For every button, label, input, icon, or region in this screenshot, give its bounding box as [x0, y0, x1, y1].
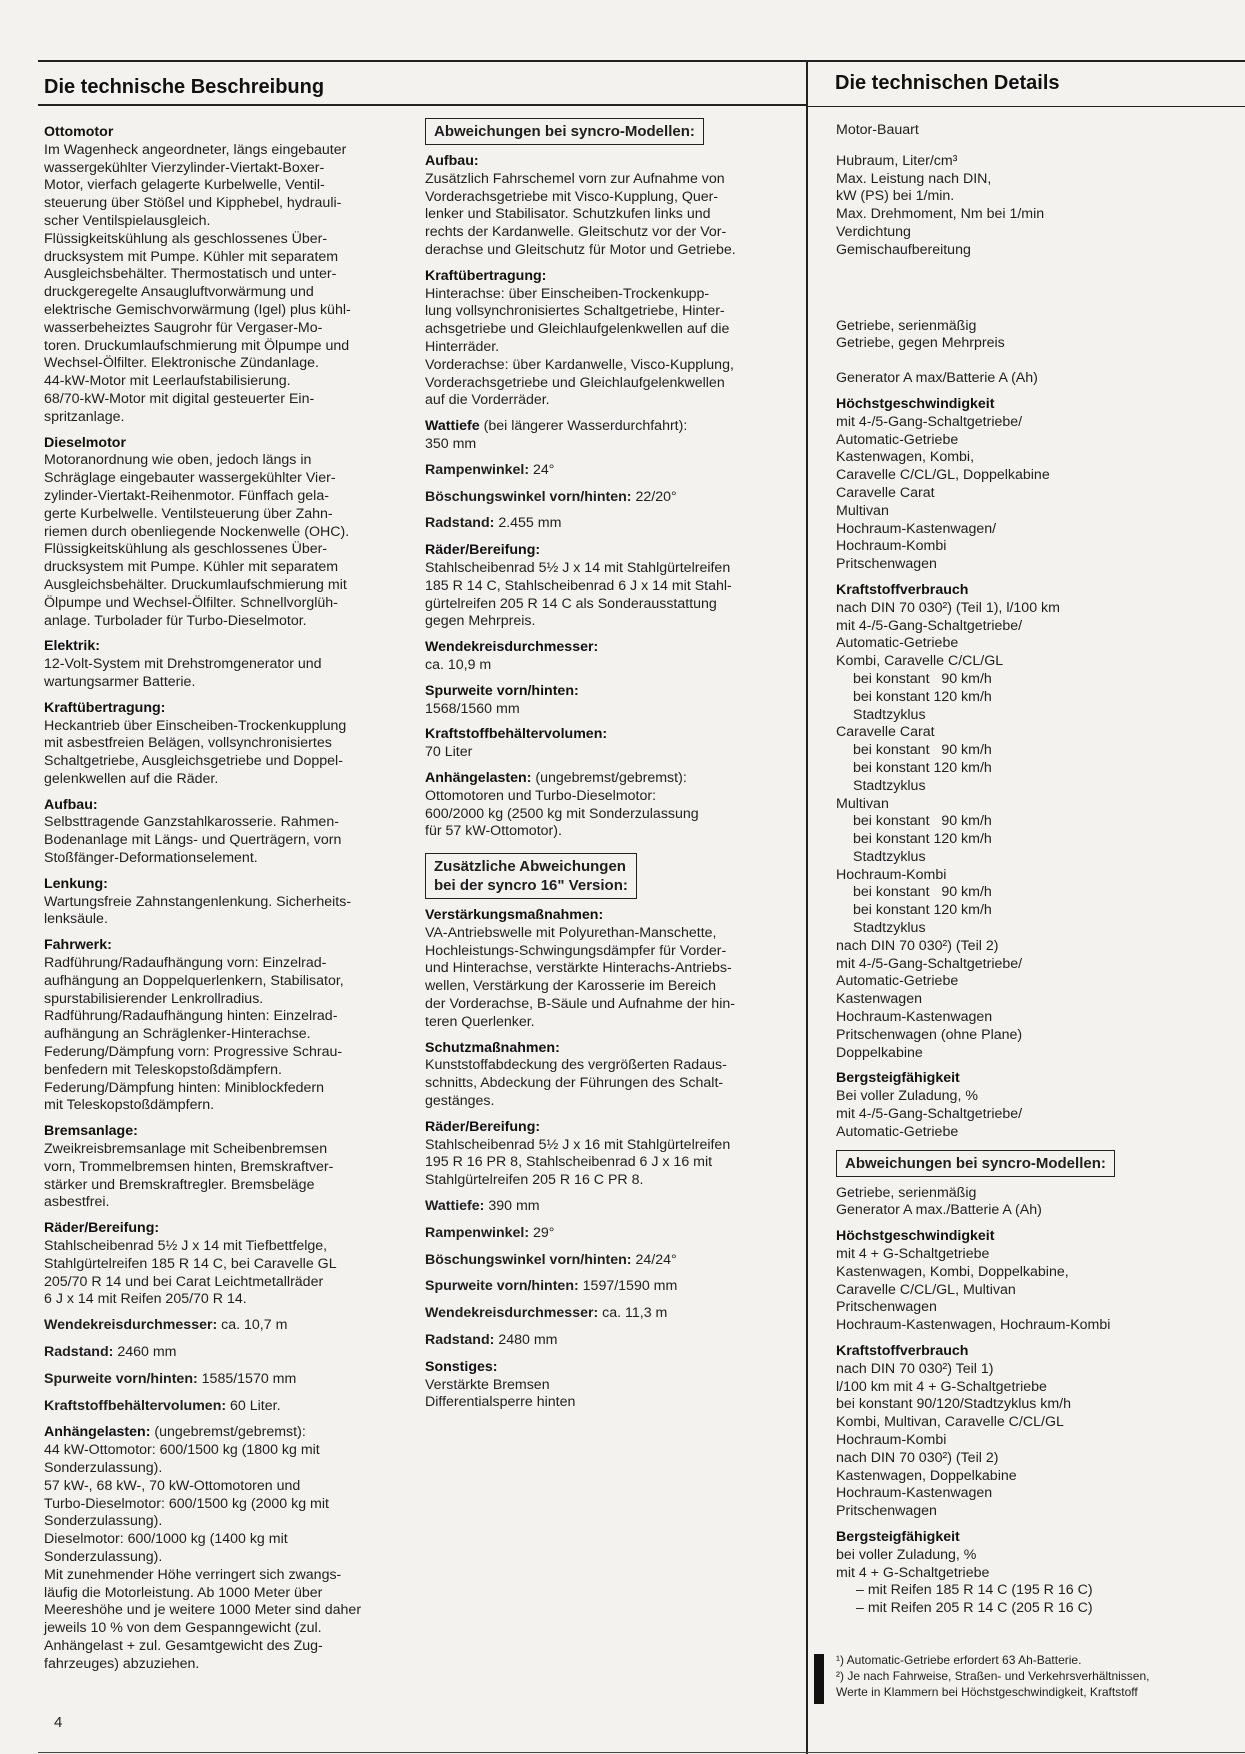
column-divider	[806, 60, 808, 1754]
fahrwerk-title: Fahrwerk:	[44, 937, 112, 954]
dieselmotor-line: Ausgleichsbehälter. Druckumlaufschmierung mit	[44, 576, 347, 593]
syncro-kraftstoff-value: 70 Liter	[425, 744, 473, 761]
verbrauch-line: bei konstant 90 km/h	[853, 813, 992, 830]
bremsanlage-title: Bremsanlage:	[44, 1123, 138, 1140]
sonstiges-title: Sonstiges:	[425, 1358, 498, 1375]
syncro16-raeder-line: Stahlscheibenrad 5½ J x 16 mit Stahlgürtelreifen	[425, 1136, 731, 1153]
spec-row-label: Kraftstoffbehältervolumen:	[44, 1397, 227, 1414]
syncro-hoechstgeschwindigkeit-line: Caravelle C/CL/GL, Multivan	[836, 1281, 1016, 1298]
verstaerkung-line: und Hinterachse, verstärkte Hinterachs-Antriebs-	[425, 960, 732, 977]
syncro-raeder-line: Stahlscheibenrad 5½ J x 14 mit Stahlgürtelreifen	[425, 559, 731, 576]
dieselmotor-line: drucksystem mit Pumpe. Kühler mit separatem	[44, 559, 339, 576]
syncro-raeder-line: gegen Mehrpreis.	[425, 613, 536, 630]
wattiefe-title-line	[425, 418, 785, 436]
syncro-aufbau-line: derachse und Gleitschutz für Motor und Getriebe.	[425, 241, 736, 258]
syncro-hoechstgeschwindigkeit-line: Hochraum-Kastenwagen, Hochraum-Kombi	[836, 1317, 1111, 1334]
anhaenge-line: Sonderzulassung).	[44, 1548, 163, 1565]
spec-row	[44, 1398, 404, 1416]
sonstiges-section	[425, 1359, 785, 1412]
syncro-bergsteig-line: mit 4 + G-Schaltgetriebe	[836, 1564, 990, 1581]
ottomotor-line: drucksystem mit Pumpe. Kühler mit separatem	[44, 248, 339, 265]
ottomotor-line: Motor, vierfach gelagerte Kurbelwelle, Ventil-	[44, 177, 325, 194]
syncro-raeder-section	[425, 542, 785, 631]
spec-row-value: ca. 10,7 m	[217, 1317, 288, 1334]
verbrauch-line: Stadtzyklus	[853, 777, 926, 794]
footnote-line: ²) Je nach Fahrweise, Straßen- und Verkehrsverhältnissen,	[836, 1669, 1150, 1683]
spec-row-label: Radstand:	[44, 1344, 114, 1360]
aufbau-line: Bodenanlage mit Längs- und Querträgern, vorn	[44, 832, 342, 849]
kraftuebertragung-title: Kraftübertragung:	[44, 699, 166, 716]
spec-row	[44, 1344, 404, 1362]
verstaerkung-line: wellen, Verstärkung der Karosserie im Bereich	[425, 978, 716, 995]
verstaerkung-section	[425, 907, 785, 1032]
bremsanlage-line: vorn, Trommelbremsen hinten, Bremskraftver-	[44, 1158, 334, 1175]
syncro-kraft-title: Kraftübertragung:	[425, 267, 547, 284]
syncro16-spec-row	[425, 1305, 785, 1323]
motor-spec-label: Max. Drehmoment, Nm bei 1/min	[836, 206, 1045, 223]
anhaenge-title: Anhängelasten:	[44, 1424, 151, 1441]
syncro-bergsteig-line: – mit Reifen 205 R 14 C (205 R 16 C)	[856, 1600, 1093, 1617]
ottomotor-section	[44, 124, 404, 427]
verbrauch-line: Hochraum-Kombi	[836, 866, 947, 883]
syncro-verbrauch-line: Hochraum-Kombi	[836, 1432, 947, 1448]
fahrwerk-line: Federung/Dämpfung hinten: Miniblockfedern	[44, 1079, 324, 1096]
wattiefe-suffix: (bei längerer Wasserdurchfahrt):	[479, 418, 688, 435]
anhaenge-line: Meereshöhe und je weitere 1000 Meter sind daher	[44, 1602, 362, 1619]
syncro-raeder-line: gürtelreifen 205 R 14 C als Sonderausstattung	[425, 595, 717, 612]
syncro-verbrauch-line: Hochraum-Kastenwagen	[836, 1485, 993, 1502]
sonstiges-line: Verstärkte Bremsen	[425, 1376, 550, 1393]
syncro-kraft-line: auf die Vorderräder.	[425, 392, 550, 409]
verstaerkung-line: Hochleistungs-Schwingungsdämpfer für Vorder-	[425, 942, 727, 959]
syncro16-spec-row-label: Radstand:	[425, 1332, 495, 1349]
verbrauch-line: bei konstant 120 km/h	[853, 688, 992, 705]
motor-spec-label: kW (PS) bei 1/min.	[836, 188, 955, 205]
footnote-line: ¹) Automatic-Getriebe erfordert 63 Ah-Batterie.	[836, 1653, 1082, 1667]
hoechstgeschwindigkeit-line: Hochraum-Kastenwagen/	[836, 520, 997, 537]
syncro-verbrauch-line: nach DIN 70 030²) (Teil 2)	[836, 1449, 999, 1466]
right-heading: Die technischen Details	[835, 72, 1060, 94]
verbrauch-line: nach DIN 70 030²) (Teil 2)	[836, 937, 999, 954]
heading-rule-right	[808, 106, 1245, 107]
heading-rule-left	[38, 104, 806, 106]
anhaenge-line: fahrzeuges) abzuziehen.	[44, 1655, 200, 1672]
syncro-hoechstgeschwindigkeit-section	[836, 1228, 1236, 1335]
kraftuebertragung-line: Heckantrieb über Einscheiben-Trockenkupplung	[44, 717, 347, 734]
verbrauch-line: Kastenwagen	[836, 991, 922, 1008]
syncro-anhaenge-line: Ottomotoren und Turbo-Dieselmotor:	[425, 787, 657, 804]
verbrauch-line: mit 4-/5-Gang-Schaltgetriebe/	[836, 617, 1023, 634]
hoechstgeschwindigkeit-line: mit 4-/5-Gang-Schaltgetriebe/	[836, 413, 1023, 430]
syncro16-box-line1: Zusätzliche Abweichungen	[434, 858, 626, 876]
verbrauch-line: bei konstant 90 km/h	[853, 670, 992, 687]
anhaenge-section	[44, 1424, 404, 1673]
anhaenge-line: Mit zunehmender Höhe verringert sich zwangs-	[44, 1566, 342, 1583]
hoechstgeschwindigkeit-line: Caravelle C/CL/GL, Doppelkabine	[836, 467, 1050, 484]
syncro-kraftstoff-section	[425, 726, 785, 762]
syncro16-spec-row	[425, 1198, 785, 1216]
motor-spec-label: Verdichtung	[836, 223, 911, 240]
syncro-box-heading: Abweichungen bei syncro-Modellen:	[425, 118, 704, 145]
description-column	[44, 124, 404, 1682]
fahrwerk-line: Radführung/Radaufhängung hinten: Einzelrad-	[44, 1008, 338, 1025]
verstaerkung-line: der Vorderachse, B-Säule und Aufnahme der hin-	[425, 996, 735, 1013]
syncro-details-section	[836, 1185, 1236, 1221]
verbrauch-line: Pritschenwagen (ohne Plane)	[836, 1026, 1023, 1043]
syncro16-spec-row	[425, 1278, 785, 1296]
syncro-verbrauch-line: bei konstant 90/120/Stadtzyklus km/h	[836, 1396, 1072, 1413]
verstaerkung-line: teren Querlenker.	[425, 1013, 535, 1030]
hoechstgeschwindigkeit-line: Kastenwagen, Kombi,	[836, 449, 975, 466]
syncro-kraft-section	[425, 268, 785, 410]
wattiefe-title: Wattiefe	[425, 418, 480, 435]
syncro-aufbau-line: Vorderachsgetriebe mit Visco-Kupplung, Quer-	[425, 188, 719, 205]
verbrauch-line: Stadtzyklus	[853, 848, 926, 865]
lenkung-title: Lenkung:	[44, 875, 108, 892]
hoechstgeschwindigkeit-line: Caravelle Carat	[836, 484, 935, 501]
syncro-hoechstgeschwindigkeit-line: Pritschenwagen	[836, 1299, 937, 1316]
syncro-kraft-line: lung vollsynchronisiertes Schaltgetriebe, Hinter-	[425, 303, 725, 320]
spec-row-value: 2460 mm	[113, 1344, 177, 1360]
dieselmotor-line: anlage. Turbolader für Turbo-Dieselmotor.	[44, 612, 307, 629]
syncro16-box-heading	[425, 853, 637, 899]
anhaenge-line: Turbo-Dieselmotor: 600/1500 kg (2000 kg mit	[44, 1495, 329, 1512]
lenkung-line: Wartungsfreie Zahnstangenlenkung. Sicherheits-	[44, 893, 352, 910]
syncro-verbrauch-line: l/100 km mit 4 + G-Schaltgetriebe	[836, 1378, 1047, 1395]
bremsanlage-line: asbestfrei.	[44, 1194, 110, 1211]
syncro16-spec-row-value: 390 mm	[484, 1198, 540, 1215]
bottom-rule	[38, 1752, 1245, 1753]
anhaenge-line: Anhängelast + zul. Gesamtgewicht des Zug-	[44, 1637, 323, 1654]
dieselmotor-line: Motoranordnung wie oben, jedoch längs in	[44, 452, 312, 469]
fahrwerk-line: mit Teleskopstoßdämpfern.	[44, 1097, 215, 1114]
ottomotor-line: Ausgleichsbehälter. Thermostatisch und unter-	[44, 266, 337, 283]
elektrik-line: wartungsarmer Batterie.	[44, 673, 196, 690]
anhaenge-line: Dieselmotor: 600/1000 kg (1400 kg mit	[44, 1531, 288, 1548]
generator-label: Generator A max/Batterie A (Ah)	[836, 370, 1038, 387]
dieselmotor-line: Ölpumpe und Wechsel-Ölfilter. Schnellvorglüh-	[44, 594, 338, 611]
spec-row-label: Spurweite vorn/hinten:	[44, 1370, 198, 1387]
getriebe-section	[836, 318, 1236, 354]
raeder-line: 205/70 R 14 und bei Carat Leichtmetallräder	[44, 1273, 324, 1290]
schutz-section	[425, 1040, 785, 1111]
syncro-kraftstoff-title: Kraftstoffbehältervolumen:	[425, 726, 608, 743]
ottomotor-line: 44-kW-Motor mit Leerlaufstabilisierung.	[44, 373, 291, 390]
raeder-title: Räder/Bereifung:	[44, 1220, 160, 1237]
verbrauch-line: bei konstant 90 km/h	[853, 884, 992, 901]
syncro16-raeder-section	[425, 1119, 785, 1190]
syncro16-raeder-title: Räder/Bereifung:	[425, 1118, 541, 1135]
syncro-anhaenge-line: 600/2000 kg (2500 kg mit Sonderzulassung	[425, 805, 699, 822]
dieselmotor-line: riemen durch obenliegende Nockenwelle (OHC).	[44, 523, 350, 540]
hoechstgeschwindigkeit-line: Hochraum-Kombi	[836, 538, 947, 555]
kraftuebertragung-line: Schaltgetriebe, Ausgleichsgetriebe und Doppel-	[44, 753, 343, 770]
lenkung-section	[44, 876, 404, 929]
syncro-anhaenge-title-line	[425, 770, 785, 788]
ottomotor-line: toren. Druckumlaufschmierung mit Ölpumpe und	[44, 337, 350, 354]
syncro16-spec-row-value: 24/24°	[631, 1251, 677, 1268]
elektrik-title: Elektrik:	[44, 638, 100, 655]
spec-row-value: 1585/1570 mm	[197, 1370, 297, 1387]
kraftuebertragung-section	[44, 700, 404, 789]
spec-row-label: Wendekreisdurchmesser:	[44, 1317, 218, 1334]
ottomotor-line: wassergekühlter Vierzylinder-Viertakt-Boxer-	[44, 159, 325, 176]
anhaenge-line: jeweils 10 % von dem Gespanngewicht (zul.	[44, 1620, 322, 1637]
dieselmotor-line: Schräglage eingebauter wassergekühlter Vier-	[44, 470, 336, 487]
syncro-hoechstgeschwindigkeit-line: mit 4 + G-Schaltgetriebe	[836, 1246, 990, 1263]
kraftuebertragung-line: mit asbestfreien Belägen, vollsynchronisiertes	[44, 735, 332, 752]
syncro16-spec-row-value: 1597/1590 mm	[578, 1278, 678, 1295]
syncro-kraft-line: Vorderachsgetriebe und Gleichlaufgelenkwellen	[425, 374, 725, 391]
syncro-kraft-line: Vorderachse: über Kardanwelle, Visco-Kupplung,	[425, 356, 734, 373]
verbrauch-line: nach DIN 70 030²) (Teil 1), l/100 km	[836, 599, 1060, 616]
syncro-spec-row	[425, 489, 785, 507]
fahrwerk-line: spurstabilisierender Lenkrollradius.	[44, 990, 264, 1007]
motor-spec-label: Max. Leistung nach DIN,	[836, 170, 992, 187]
sonstiges-line: Differentialsperre hinten	[425, 1394, 576, 1411]
spec-row	[44, 1317, 404, 1335]
verbrauch-line: bei konstant 120 km/h	[853, 759, 992, 776]
left-heading: Die technische Beschreibung	[44, 76, 325, 98]
anhaenge-line: 57 kW-, 68 kW-, 70 kW-Ottomotoren und	[44, 1477, 301, 1494]
syncro-spurweite-value: 1568/1560 mm	[425, 700, 520, 717]
syncro16-raeder-line: Stahlgürtelreifen 205 R 16 C PR 8.	[425, 1172, 644, 1189]
elektrik-section	[44, 638, 404, 691]
anhaenge-title-line	[44, 1424, 404, 1442]
syncro16-spec-row	[425, 1225, 785, 1243]
verbrauch-line: bei konstant 120 km/h	[853, 902, 992, 919]
syncro-bergsteig-title: Bergsteigfähigkeit	[836, 1528, 960, 1545]
syncro-spurweite-section	[425, 683, 785, 719]
syncro-hoechstgeschwindigkeit-line: Kastenwagen, Kombi, Doppelkabine,	[836, 1263, 1069, 1280]
kraftuebertragung-line: gelenkwellen auf die Räder.	[44, 770, 219, 787]
syncro-bergsteig-section	[836, 1529, 1236, 1618]
raeder-line: 6 J x 14 mit Reifen 205/70 R 14.	[44, 1291, 247, 1308]
syncro-wendekreis-section	[425, 639, 785, 675]
syncro-detail-label: Generator A max./Batterie A (Ah)	[836, 1202, 1042, 1219]
dieselmotor-line: Flüssigkeitskühlung als geschlossenes Über-	[44, 541, 328, 558]
syncro16-spec-row-label: Rampenwinkel:	[425, 1224, 530, 1241]
aufbau-section	[44, 797, 404, 868]
raeder-line: Stahlscheibenrad 5½ J x 14 mit Tiefbettfelge,	[44, 1238, 328, 1255]
verstaerkung-line: VA-Antriebswelle mit Polyurethan-Manschette,	[425, 924, 717, 941]
ottomotor-line: Im Wagenheck angeordneter, längs eingebauter	[44, 141, 347, 158]
bergsteig-line: mit 4-/5-Gang-Schaltgetriebe/	[836, 1106, 1023, 1123]
fahrwerk-line: Radführung/Radaufhängung vorn: Einzelrad-	[44, 955, 327, 972]
syncro-spec-row-value: 2.455 mm	[494, 515, 562, 532]
verbrauch-line: Automatic-Getriebe	[836, 973, 959, 990]
ottomotor-line: scher Ventilspielausgleich.	[44, 212, 211, 229]
footnote-marker-bar	[814, 1654, 824, 1704]
syncro-bergsteig-line: – mit Reifen 185 R 14 C (195 R 16 C)	[856, 1582, 1093, 1599]
syncro-kraft-line: Hinterachse: über Einscheiben-Trockenkupp-	[425, 285, 710, 302]
anhaenge-line: Sonderzulassung).	[44, 1513, 163, 1530]
verbrauch-line: Stadtzyklus	[853, 706, 926, 723]
verbrauch-section	[836, 582, 1236, 1063]
syncro-aufbau-section	[425, 153, 785, 260]
verbrauch-line: Kombi, Caravelle C/CL/GL	[836, 653, 1004, 670]
syncro-verbrauch-section	[836, 1343, 1236, 1521]
anhaenge-suffix: (ungebremst/gebremst):	[150, 1424, 306, 1441]
verbrauch-line: Doppelkabine	[836, 1044, 923, 1061]
fahrwerk-line: benfedern mit Teleskopstoßdämpfern.	[44, 1061, 282, 1078]
ottomotor-line: Flüssigkeitskühlung als geschlossenes Über-	[44, 230, 328, 247]
schutz-line: Kunststoffabdeckung des vergrößerten Radaus-	[425, 1057, 727, 1074]
fahrwerk-line: aufhängung an Doppelquerlenkern, Stabilisator,	[44, 972, 344, 989]
syncro-hoechstgeschwindigkeit-title: Höchstgeschwindigkeit	[836, 1228, 995, 1245]
dieselmotor-line: zylinder-Viertakt-Reihenmotor. Fünffach gela-	[44, 487, 329, 504]
hoechstgeschwindigkeit-line: Pritschenwagen	[836, 556, 937, 573]
syncro-spurweite-title: Spurweite vorn/hinten:	[425, 682, 579, 699]
motor-bauart-label: Motor-Bauart	[836, 122, 919, 138]
elektrik-line: 12-Volt-System mit Drehstromgenerator und	[44, 656, 322, 673]
syncro16-spec-row-label: Wendekreisdurchmesser:	[425, 1305, 599, 1322]
syncro-raeder-line: 185 R 14 C, Stahlscheibenrad 6 J x 14 mit Stahl-	[425, 577, 732, 594]
syncro-spec-row-label: Böschungswinkel vorn/hinten:	[425, 488, 632, 505]
motor-spec-label: Gemischaufbereitung	[836, 241, 971, 258]
syncro-verbrauch-line: Kombi, Multivan, Caravelle C/CL/GL	[836, 1414, 1064, 1431]
syncro-bergsteig-line: bei voller Zuladung, %	[836, 1546, 977, 1563]
fahrwerk-line: Federung/Dämpfung vorn: Progressive Schrau-	[44, 1044, 343, 1061]
page-number: 4	[54, 1714, 63, 1731]
syncro16-raeder-line: 195 R 16 PR 8, Stahlscheibenrad 6 J x 16 mit	[425, 1154, 713, 1171]
syncro-detail-label: Getriebe, serienmäßig	[836, 1184, 977, 1201]
schutz-line: gestänges.	[425, 1093, 495, 1110]
syncro16-spec-row-value: 2480 mm	[494, 1332, 558, 1349]
syncro-verbrauch-title: Kraftstoffverbrauch	[836, 1343, 969, 1360]
details-column	[836, 122, 1236, 1626]
syncro16-spec-row-label: Böschungswinkel vorn/hinten:	[425, 1251, 632, 1268]
ottomotor-line: elektrische Gemischvorwärmung (Igel) plus kühl-	[44, 301, 351, 318]
aufbau-title: Aufbau:	[44, 796, 98, 813]
top-rule	[38, 60, 1245, 62]
raeder-line: Stahlgürtelreifen 185 R 14 C, bei Caravelle GL	[44, 1255, 337, 1272]
aufbau-line: Stoßfänger-Deformationselement.	[44, 850, 258, 867]
hoechstgeschwindigkeit-section	[836, 396, 1236, 574]
fahrwerk-line: aufhängung an Schräglenker-Hinterachse.	[44, 1026, 311, 1043]
syncro-details-box-heading: Abweichungen bei syncro-Modellen:	[836, 1150, 1115, 1177]
anhaenge-line: läufig die Motorleistung. Ab 1000 Meter über	[44, 1584, 323, 1601]
syncro16-spec-row	[425, 1252, 785, 1270]
motor-specs-section	[836, 153, 1236, 260]
verbrauch-line: mit 4-/5-Gang-Schaltgetriebe/	[836, 955, 1023, 972]
motor-bauart-section	[836, 122, 1236, 140]
anhaenge-line: 44 kW-Ottomotor: 600/1500 kg (1800 kg mit	[44, 1442, 320, 1459]
ottomotor-title: Ottomotor	[44, 124, 114, 140]
verbrauch-line: bei konstant 120 km/h	[853, 831, 992, 848]
syncro-kraft-line: achsgetriebe und Gleichlaufgelenkwellen auf die	[425, 321, 730, 338]
bergsteig-line: Bei voller Zuladung, %	[836, 1088, 978, 1105]
footnote-line: Werte in Klammern bei Höchstgeschwindigkeit, Kraftstoff	[836, 1685, 1138, 1699]
ottomotor-line: steuerung über Stößel und Kipphebel, hydrauli-	[44, 195, 342, 212]
verbrauch-line: Multivan	[836, 795, 889, 812]
syncro16-spec-row	[425, 1332, 785, 1350]
ottomotor-line: Wechsel-Ölfilter. Elektronische Zündanlage.	[44, 355, 319, 372]
anhaenge-line: Sonderzulassung).	[44, 1459, 163, 1476]
schutz-title: Schutzmaßnahmen:	[425, 1039, 560, 1056]
syncro-spec-row-value: 24°	[529, 461, 555, 478]
generator-section	[836, 370, 1236, 388]
footnotes	[836, 1652, 1236, 1700]
syncro-anhaenge-suffix: (ungebremst/gebremst):	[531, 769, 687, 786]
syncro-anhaenge-title: Anhängelasten:	[425, 769, 532, 786]
syncro-aufbau-line: rechts der Kardanwelle. Gleitschutz vor der Vor-	[425, 224, 727, 241]
syncro-wendekreis-title: Wendekreisdurchmesser:	[425, 639, 599, 656]
syncro-spec-row	[425, 462, 785, 480]
motor-spec-label: Hubraum, Liter/cm³	[836, 152, 958, 169]
bergsteig-section	[836, 1070, 1236, 1141]
getriebe-label: Getriebe, gegen Mehrpreis	[836, 335, 1005, 352]
verbrauch-line: Caravelle Carat	[836, 724, 935, 741]
syncro-aufbau-line: Zusätzlich Fahrschemel vorn zur Aufnahme von	[425, 170, 725, 187]
bergsteig-title: Bergsteigfähigkeit	[836, 1070, 960, 1087]
syncro16-spec-row-label: Wattiefe:	[425, 1198, 485, 1215]
syncro-aufbau-title: Aufbau:	[425, 153, 479, 169]
syncro16-spec-row-value: ca. 11,3 m	[598, 1305, 668, 1322]
spec-row	[44, 1371, 404, 1389]
dieselmotor-title: Dieselmotor	[44, 434, 126, 451]
syncro-kraft-line: Hinterräder.	[425, 338, 500, 355]
verbrauch-line: bei konstant 90 km/h	[853, 742, 992, 759]
dieselmotor-section	[44, 435, 404, 631]
verbrauch-line: Automatic-Getriebe	[836, 635, 959, 652]
fahrwerk-section	[44, 937, 404, 1115]
syncro-raeder-title: Räder/Bereifung:	[425, 542, 541, 559]
ottomotor-line: spritzanlage.	[44, 408, 125, 425]
ottomotor-line: wasserbeheiztes Saugrohr für Vergaser-Mo-	[44, 319, 323, 336]
wattiefe-section	[425, 418, 785, 454]
wattiefe-value: 350 mm	[425, 435, 477, 452]
verbrauch-title: Kraftstoffverbrauch	[836, 581, 969, 598]
syncro-wendekreis-value: ca. 10,9 m	[425, 656, 492, 673]
syncro-verbrauch-line: Pritschenwagen	[836, 1503, 937, 1520]
verstaerkung-title: Verstärkungsmaßnahmen:	[425, 907, 604, 924]
syncro-anhaenge-line: für 57 kW-Ottomotor).	[425, 823, 562, 840]
raeder-section	[44, 1220, 404, 1309]
syncro-verbrauch-line: nach DIN 70 030²) Teil 1)	[836, 1360, 994, 1377]
syncro-anhaenge-section	[425, 770, 785, 841]
bremsanlage-line: Zweikreisbremsanlage mit Scheibenbremsen	[44, 1141, 328, 1158]
syncro-spec-row-label: Rampenwinkel:	[425, 461, 530, 478]
bergsteig-line: Automatic-Getriebe	[836, 1123, 959, 1140]
hoechstgeschwindigkeit-title: Höchstgeschwindigkeit	[836, 395, 995, 412]
spec-row-value: 60 Liter.	[226, 1397, 281, 1414]
bremsanlage-line: stärker und Bremskraftregler. Bremsbeläge	[44, 1176, 315, 1193]
schutz-line: schnitts, Abdeckung der Führungen des Schalt-	[425, 1075, 724, 1092]
hoechstgeschwindigkeit-line: Multivan	[836, 502, 889, 519]
syncro16-spec-row-label: Spurweite vorn/hinten:	[425, 1278, 579, 1295]
syncro-spec-row-label: Radstand:	[425, 515, 495, 532]
aufbau-line: Selbsttragende Ganzstahlkarosserie. Rahmen-	[44, 814, 339, 831]
verbrauch-line: Hochraum-Kastenwagen	[836, 1009, 993, 1026]
syncro16-spec-row-value: 29°	[529, 1224, 555, 1241]
syncro-verbrauch-line: Kastenwagen, Doppelkabine	[836, 1467, 1017, 1484]
syncro-column	[425, 118, 785, 1420]
ottomotor-line: 68/70-kW-Motor mit digital gesteuerter Ein-	[44, 390, 315, 407]
getriebe-label: Getriebe, serienmäßig	[836, 317, 977, 334]
hoechstgeschwindigkeit-line: Automatic-Getriebe	[836, 431, 959, 448]
dieselmotor-line: gerte Kurbelwelle. Ventilsteuerung über Zahn-	[44, 505, 333, 522]
lenkung-line: lenksäule.	[44, 911, 108, 928]
verbrauch-line: Stadtzyklus	[853, 920, 926, 937]
syncro-aufbau-line: lenker und Stabilisator. Schutzkufen links und	[425, 206, 711, 223]
syncro-spec-row-value: 22/20°	[631, 488, 677, 505]
ottomotor-line: druckgeregelte Ansaugluftvorwärmung und	[44, 284, 314, 301]
syncro16-box-line2: bei der syncro 16" Version:	[434, 877, 628, 895]
syncro-spec-row	[425, 515, 785, 533]
bremsanlage-section	[44, 1123, 404, 1212]
